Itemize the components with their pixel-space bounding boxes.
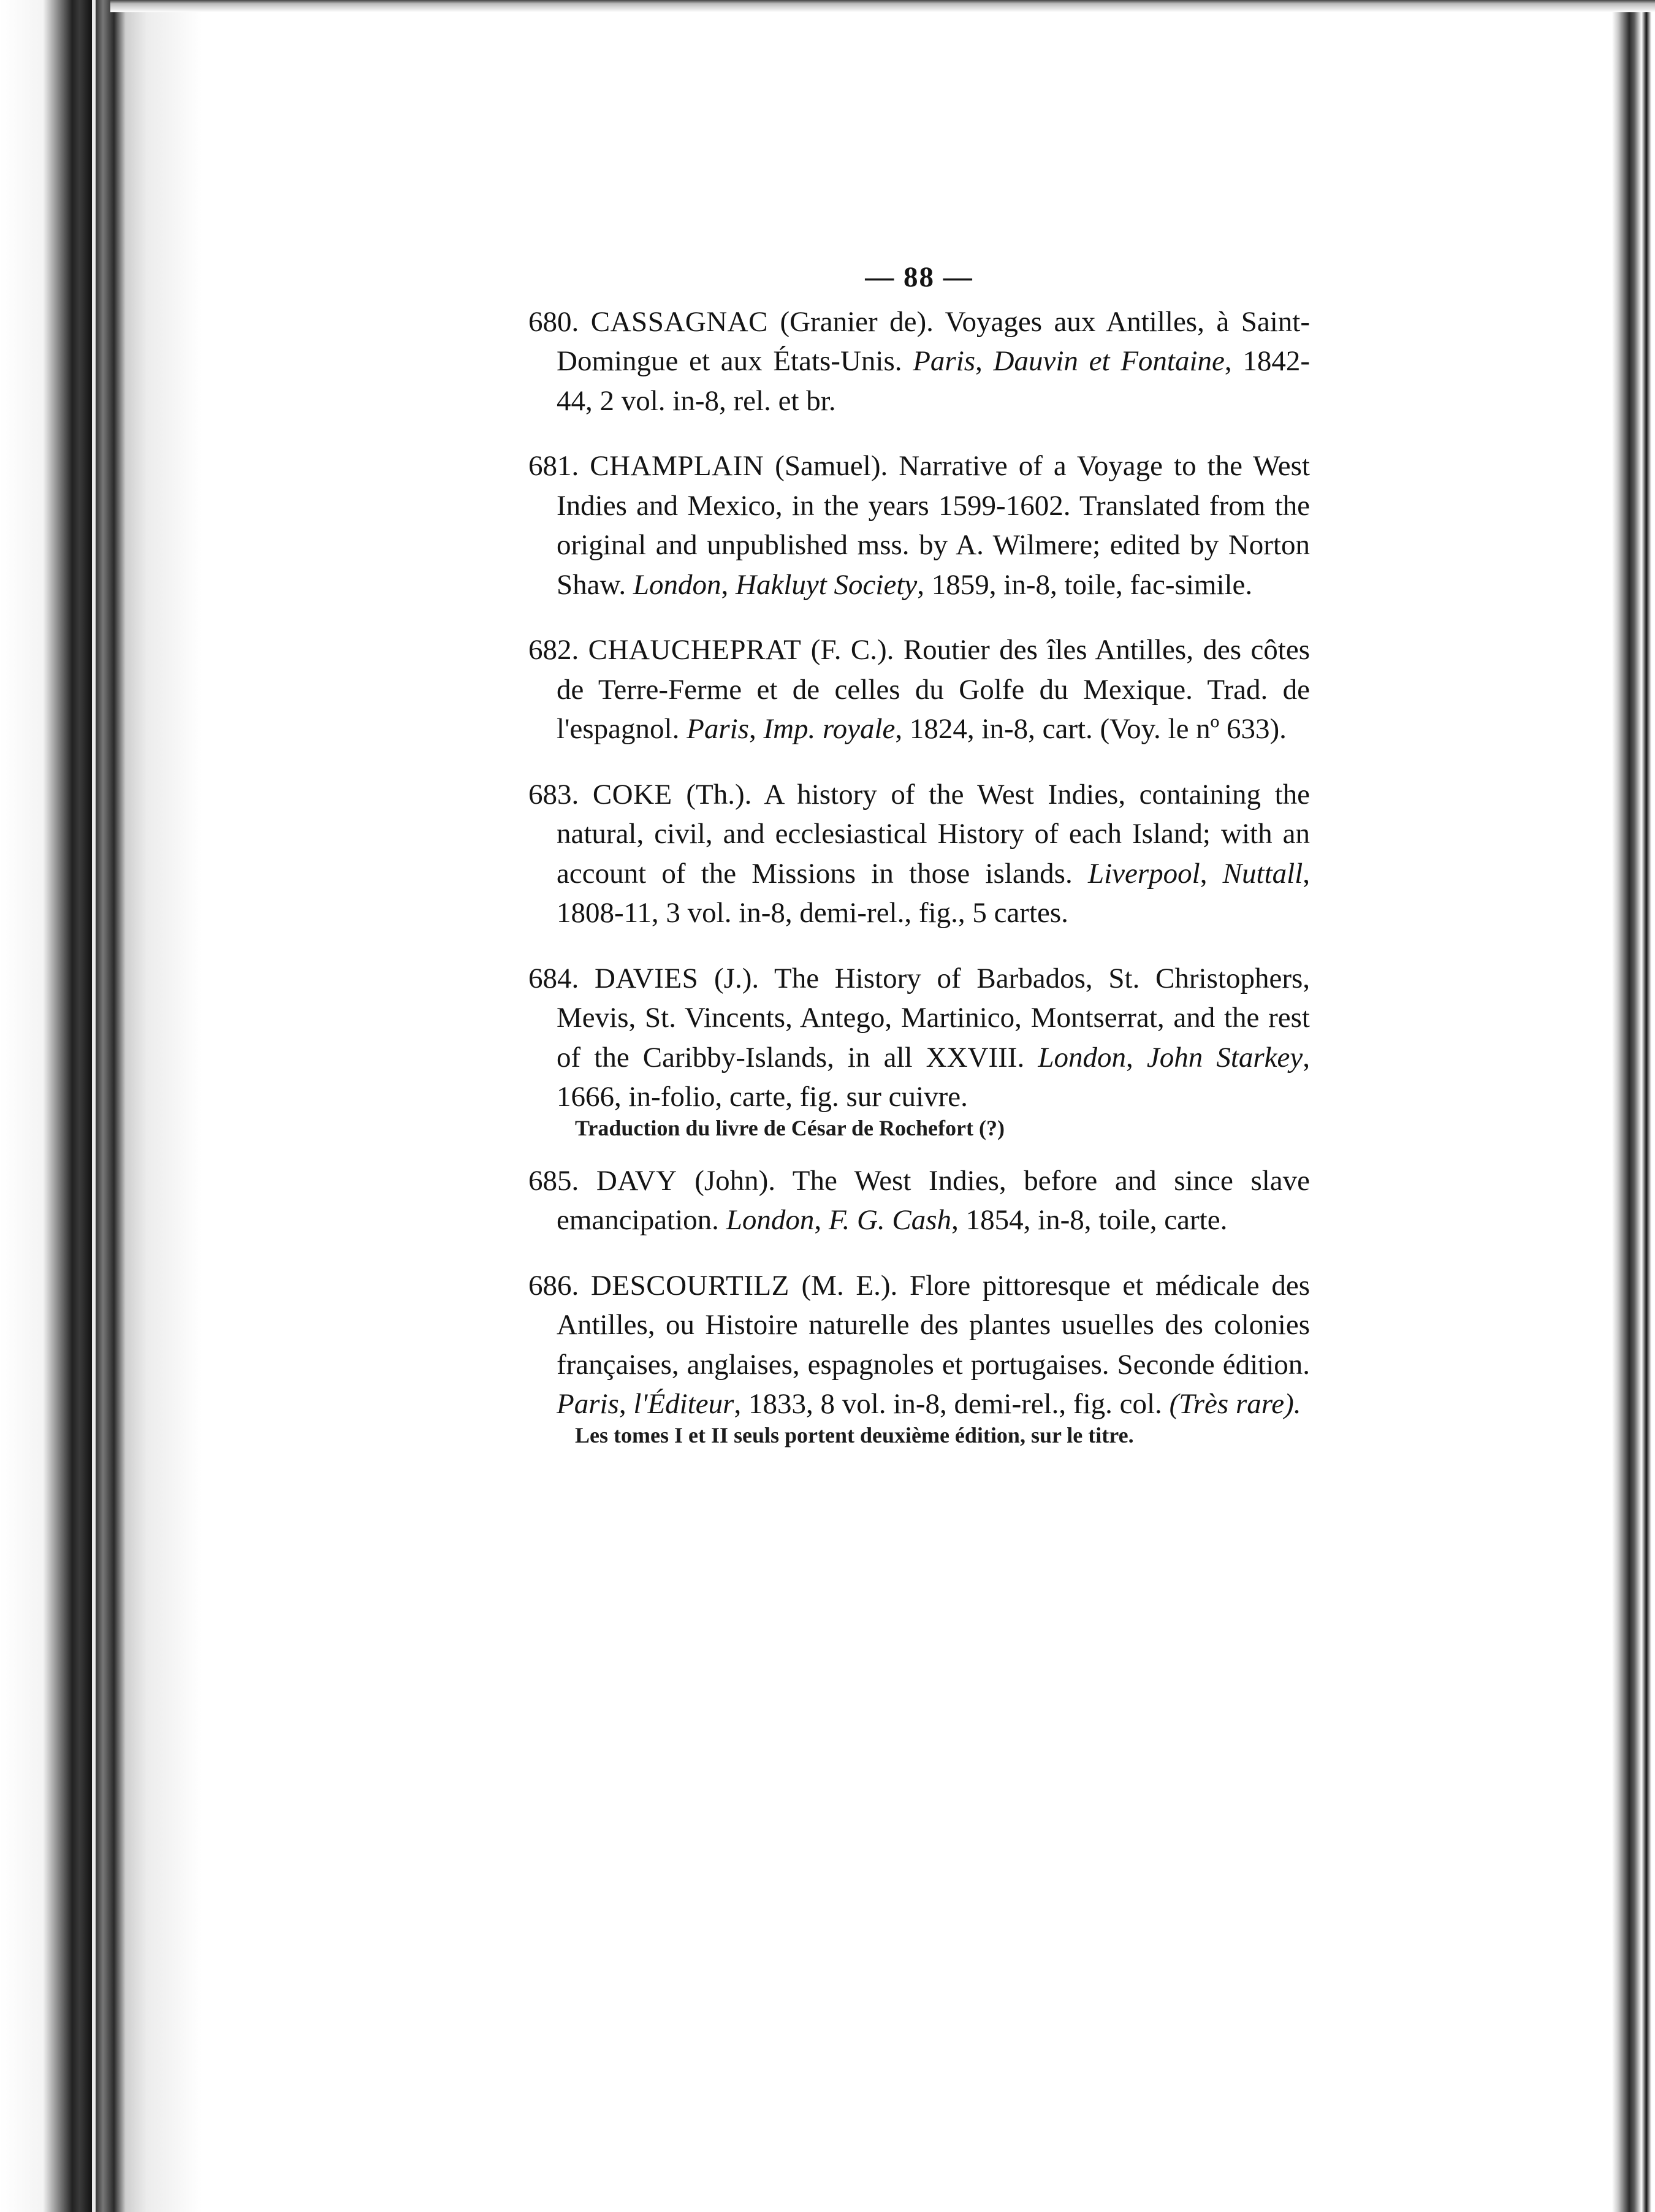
catalog-entry-682: 682. CHAUCHEPRAT (F. C.). Routier des îles Antilles, des côtes de Terre-Ferme et de celles du Golfe du Mexique. Trad. de l'espagnol. Paris, Imp. royale, 1824, in-8, cart. (Voy. le nº 633). [528, 634, 1311, 745]
entry-publisher: F. G. Cash [828, 1204, 952, 1236]
page-fore-edge [1520, 0, 1655, 2212]
entry-author: CHAUCHEPRAT [588, 634, 802, 666]
entry-author: DAVY [596, 1164, 677, 1197]
entry-author: CASSAGNAC [590, 305, 768, 338]
entry-author: COKE [592, 778, 672, 810]
page-top-edge [110, 0, 1655, 12]
entry-number: 681. [528, 450, 579, 482]
entry-publisher: Hakluyt Society [736, 568, 918, 601]
entry-place: Paris [913, 345, 976, 377]
catalog-entry-685: 685. DAVY (John). The West Indies, before and since slave emancipation. London, F. G. Cash, 1854, in-8, toile, carte. [528, 1164, 1311, 1236]
entry-details: 1808-11, 3 vol. in-8, demi-rel., fig., 5 cartes. [557, 897, 1068, 929]
entry-author: DAVIES [594, 962, 699, 994]
page-number: — 88 — [865, 261, 973, 293]
entry-place: Paris [557, 1388, 619, 1420]
entry-title: Flore pittoresque et médicale des Antilles, ou Histoire naturelle des plantes usuelles des colonies françaises, anglaises, espagnoles et portugaises. Seconde édition. [557, 1269, 1311, 1381]
entry-details: 1854, in-8, toile, carte. [965, 1204, 1228, 1236]
entry-publisher: Nuttall [1222, 857, 1303, 890]
entry-title: Routier des îles Antilles, des côtes de Terre-Ferme et de celles du Golfe du Mexique. Trad. de l'espagnol. [557, 634, 1311, 745]
entry-author: DESCOURTILZ [590, 1269, 789, 1302]
entry-author-qualifier: (Th.). [686, 778, 752, 810]
book-spine-gutter [92, 0, 96, 2212]
entry-note: Traduction du livre de César de Rochefort (?) [575, 1115, 1005, 1140]
catalog-page [528, 257, 1310, 1476]
entry-place: Liverpool [1087, 857, 1200, 890]
entry-publisher: l'Éditeur [633, 1388, 734, 1420]
entry-details: 1859, in-8, toile, fac-simile. [931, 568, 1253, 601]
entry-note: Les tomes I et II seuls portent deuxième édition, sur le titre. [575, 1422, 1134, 1447]
entry-number: 682. [528, 634, 579, 666]
entry-place: London [1038, 1041, 1126, 1074]
entry-number: 686. [528, 1269, 579, 1302]
entry-author-qualifier: (F. C.). [810, 634, 894, 666]
entry-author-qualifier: (Granier de). [780, 305, 934, 338]
book-spine-shadow [0, 0, 202, 2212]
entry-author-qualifier: (John). [694, 1164, 776, 1197]
entry-place: Paris [687, 713, 749, 745]
entry-details: 1842-44, 2 vol. in-8, rel. et br. [557, 345, 1311, 417]
entry-title: The West Indies, before and since slave emancipation. [557, 1164, 1311, 1236]
entry-title: Narrative of a Voyage to the West Indies and Mexico, in the years 1599-1602. Translated from the original and unpublished mss. by A. Wilmere; edited by Norton Shaw. [557, 450, 1310, 601]
entry-number: 685. [528, 1164, 579, 1197]
entry-number: 684. [528, 962, 579, 994]
entry-author: CHAMPLAIN [590, 450, 764, 482]
entry-author-qualifier: (J.). [714, 962, 759, 994]
entry-publisher: Imp. royale [763, 713, 896, 745]
entry-number: 680. [528, 305, 579, 338]
catalog-entry-684: 684. DAVIES (J.). The History of Barbados, St. Christophers, Mevis, St. Vincents, Antego, Martinico, Montserrat, and the rest of the Caribby-Islands, in all XXVIII. London, John Starkey, 1666, in-folio, carte, fig. sur cuivre. Traduction du livre de César de Rochefort (?) [528, 959, 1310, 1143]
entry-publisher: John Starkey [1146, 1041, 1303, 1074]
entry-title: A history of the West Indies, containing the natural, civil, and ecclesiastical History of each Island; with an account of the Missions in those islands. [557, 778, 1311, 890]
catalog-entry-680: 680. CASSAGNAC (Granier de). Voyages aux Antilles, à Saint-Domingue et aux États-Unis. Paris, Dauvin et Fontaine, 1842-44, 2 vol. in-8, rel. et br. [528, 305, 1311, 417]
entry-title: Voyages aux Antilles, à Saint-Domingue et aux États-Unis. [557, 305, 1310, 377]
entry-title: The History of Barbados, St. Christophers, Mevis, St. Vincents, Antego, Martinico, Montserrat, and the rest of the Caribby-Islands, in all XXVIII. [557, 962, 1311, 1074]
entry-author-qualifier: (Samuel). [775, 450, 888, 482]
entry-number: 683. [528, 778, 579, 810]
entry-details: 1833, 8 vol. in-8, demi-rel., fig. col. [748, 1388, 1162, 1420]
entry-details: 1824, in-8, cart. (Voy. le nº 633). [909, 713, 1287, 745]
catalog-entry-683: 683. COKE (Th.). A history of the West Indies, containing the natural, civil, and ecclesiastical History of each Island; with an account of the Missions in those islands. Liverpool, Nuttall, 1808-11, 3 vol. in-8, demi-rel., fig., 5 cartes. [528, 778, 1311, 929]
entry-details: 1666, in-folio, carte, fig. sur cuivre. [557, 1081, 968, 1113]
catalog-entry-686: 686. DESCOURTILZ (M. E.). Flore pittoresque et médicale des Antilles, ou Histoire naturelle des plantes usuelles des colonies françaises, anglaises, espagnoles et portugaises. Seconde édition. Paris, l'Éditeur, 1833, 8 vol. in-8, demi-rel., fig. col. (Très rare). Les tomes I et II seuls portent deuxième édition, sur le titre. [528, 1266, 1310, 1450]
entry-place: London [726, 1204, 815, 1236]
catalog-entry-681: 681. CHAMPLAIN (Samuel). Narrative of a Voyage to the West Indies and Mexico, in the years 1599-1602. Translated from the original and unpublished mss. by A. Wilmere; edited by Norton Shaw. London, Hakluyt Society, 1859, in-8, toile, fac-simile. [528, 450, 1310, 601]
entry-author-qualifier: (M. E.). [801, 1269, 898, 1302]
entry-rarity: (Très rare). [1169, 1388, 1301, 1420]
entry-place: London [633, 568, 721, 601]
entry-publisher: Dauvin et Fontaine [993, 345, 1225, 377]
